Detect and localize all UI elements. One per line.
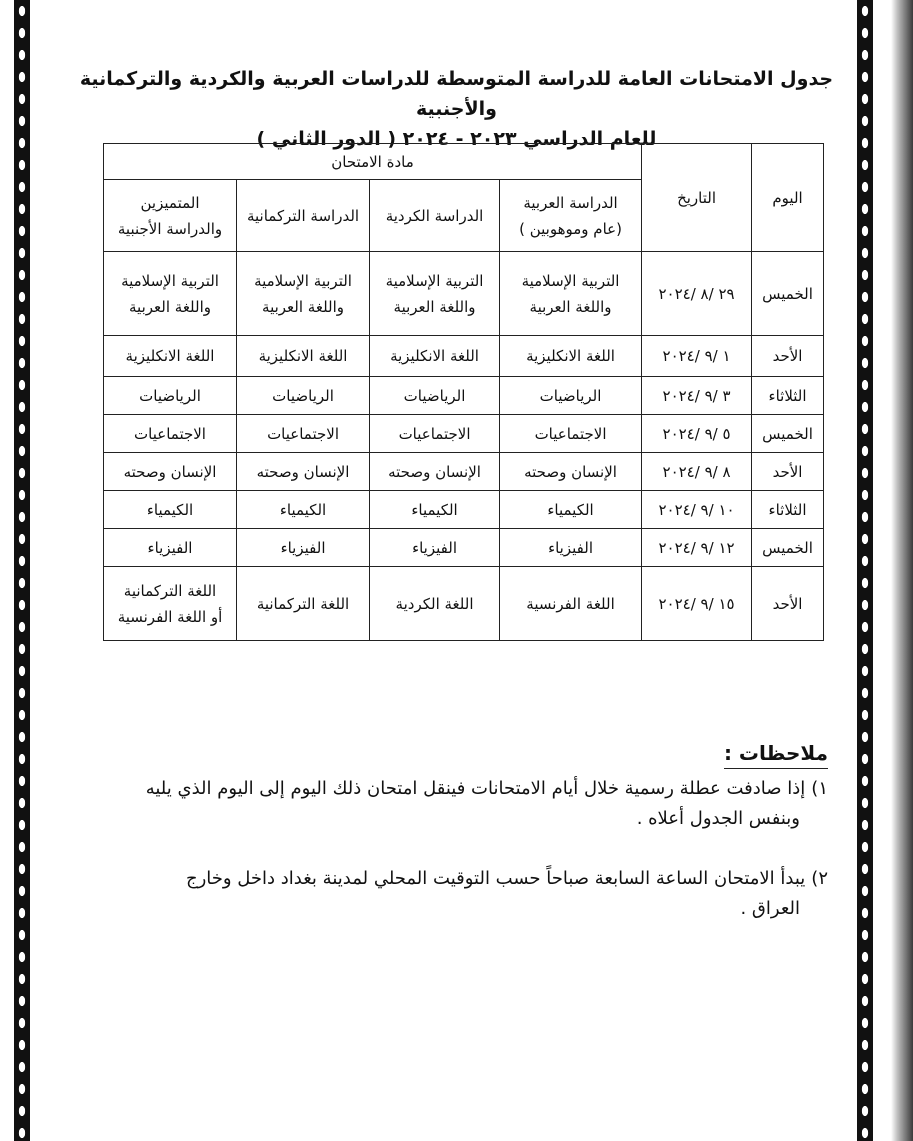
table-row <box>104 453 824 491</box>
header-foreign-line1: المتميزين <box>140 193 200 212</box>
kurdish-subject-cell: الفيزياء <box>370 529 500 567</box>
turkmen-subject-cell: الفيزياء <box>237 529 370 567</box>
note-number: ١) <box>811 778 828 799</box>
kurdish-subject-cell: الاجتماعيات <box>370 415 500 453</box>
subject-line: التربية الإسلامية <box>521 271 620 290</box>
arabic-subject-cell: الإنسان وصحته <box>500 453 642 491</box>
note-text: يبدأ الامتحان الساعة السابعة صباحاً حسب التوقيت المحلي لمدينة بغداد داخل وخارج <box>185 868 806 889</box>
header-arabic-line2: (عام وموهوبين ) <box>519 219 622 238</box>
arabic-subject-cell: اللغة الانكليزية <box>500 336 642 377</box>
subject-line: التربية الإسلامية <box>121 271 219 290</box>
kurdish-subject-cell: اللغة الكردية <box>370 567 500 641</box>
table-row <box>104 529 824 567</box>
note-text: إذا صادفت عطلة رسمية خلال أيام الامتحانات فينقل امتحان ذلك اليوم إلى اليوم الذي يليه <box>145 778 806 799</box>
header-foreign-study <box>104 180 237 252</box>
kurdish-subject-cell <box>370 252 500 336</box>
day-cell: الخميس <box>752 252 824 336</box>
document-title <box>70 64 843 154</box>
decorative-border-right <box>857 0 873 1141</box>
notes-heading: ملاحظات : <box>724 738 828 769</box>
date-cell: ٨ /٩ /٢٠٢٤ <box>642 453 752 491</box>
foreign-subject-cell: اللغة الانكليزية <box>104 336 237 377</box>
kurdish-subject-cell: الكيمياء <box>370 491 500 529</box>
header-kurdish-study: الدراسة الكردية <box>370 180 500 252</box>
day-cell: الخميس <box>752 529 824 567</box>
subject-line: أو اللغة الفرنسية <box>117 607 223 626</box>
title-line-2: للعام الدراسي ٢٠٢٣ - ٢٠٢٤ ( الدور الثاني ) <box>256 128 657 150</box>
subject-line: واللغة العربية <box>393 297 476 316</box>
header-arabic-study <box>500 180 642 252</box>
page-edge-shadow <box>891 0 913 1141</box>
subject-line: التربية الإسلامية <box>385 271 484 290</box>
arabic-subject-cell: الرياضيات <box>500 377 642 415</box>
foreign-subject-cell <box>104 252 237 336</box>
foreign-subject-cell: الاجتماعيات <box>104 415 237 453</box>
table-header-row <box>104 144 824 180</box>
foreign-subject-cell: الكيمياء <box>104 491 237 529</box>
header-foreign-line2: والدراسة الأجنبية <box>117 219 223 238</box>
kurdish-subject-cell: اللغة الانكليزية <box>370 336 500 377</box>
arabic-subject-cell: الاجتماعيات <box>500 415 642 453</box>
turkmen-subject-cell: الاجتماعيات <box>237 415 370 453</box>
subject-line: واللغة العربية <box>262 297 345 316</box>
note-item <box>100 864 828 924</box>
note-item <box>100 774 828 834</box>
exam-schedule-table <box>103 143 824 641</box>
foreign-subject-cell: الإنسان وصحته <box>104 453 237 491</box>
table-row <box>104 252 824 336</box>
arabic-subject-cell: اللغة الفرنسية <box>500 567 642 641</box>
subject-line: واللغة العربية <box>129 297 212 316</box>
turkmen-subject-cell: الكيمياء <box>237 491 370 529</box>
turkmen-subject-cell: اللغة الانكليزية <box>237 336 370 377</box>
foreign-subject-cell <box>104 567 237 641</box>
day-cell: الأحد <box>752 336 824 377</box>
table-row <box>104 491 824 529</box>
date-cell: ١٥ /٩ /٢٠٢٤ <box>642 567 752 641</box>
table-row <box>104 377 824 415</box>
day-cell: الأحد <box>752 453 824 491</box>
header-subject-group: مادة الامتحان <box>104 144 642 180</box>
header-day: اليوم <box>752 144 824 252</box>
turkmen-subject-cell: الرياضيات <box>237 377 370 415</box>
date-cell: ١ /٩ /٢٠٢٤ <box>642 336 752 377</box>
table-row <box>104 336 824 377</box>
day-cell: الثلاثاء <box>752 377 824 415</box>
note-text-continued: وبنفس الجدول أعلاه . <box>636 808 800 829</box>
arabic-subject-cell: الفيزياء <box>500 529 642 567</box>
foreign-subject-cell: الفيزياء <box>104 529 237 567</box>
foreign-subject-cell: الرياضيات <box>104 377 237 415</box>
turkmen-subject-cell <box>237 252 370 336</box>
day-cell: الثلاثاء <box>752 491 824 529</box>
header-turkmen-study: الدراسة التركمانية <box>237 180 370 252</box>
turkmen-subject-cell: الإنسان وصحته <box>237 453 370 491</box>
day-cell: الأحد <box>752 567 824 641</box>
header-arabic-line1: الدراسة العربية <box>523 193 618 212</box>
arabic-subject-cell <box>500 252 642 336</box>
kurdish-subject-cell: الإنسان وصحته <box>370 453 500 491</box>
arabic-subject-cell: الكيمياء <box>500 491 642 529</box>
date-cell: ٥ /٩ /٢٠٢٤ <box>642 415 752 453</box>
kurdish-subject-cell: الرياضيات <box>370 377 500 415</box>
day-cell: الخميس <box>752 415 824 453</box>
subject-line: واللغة العربية <box>529 297 612 316</box>
date-cell: ٣ /٩ /٢٠٢٤ <box>642 377 752 415</box>
header-date: التاريخ <box>642 144 752 252</box>
note-number: ٢) <box>811 868 828 889</box>
date-cell: ١٠ /٩ /٢٠٢٤ <box>642 491 752 529</box>
table-row <box>104 415 824 453</box>
notes-section <box>100 738 828 924</box>
date-cell: ٢٩ /٨ /٢٠٢٤ <box>642 252 752 336</box>
table-row <box>104 567 824 641</box>
subject-line: التربية الإسلامية <box>254 271 352 290</box>
title-line-1: جدول الامتحانات العامة للدراسة المتوسطة للدراسات العربية والكردية والتركمانية والأجنبية <box>79 68 834 120</box>
turkmen-subject-cell: اللغة التركمانية <box>237 567 370 641</box>
decorative-border-left <box>14 0 30 1141</box>
note-text-continued: العراق . <box>740 898 800 919</box>
date-cell: ١٢ /٩ /٢٠٢٤ <box>642 529 752 567</box>
subject-line: اللغة التركمانية <box>123 581 217 600</box>
